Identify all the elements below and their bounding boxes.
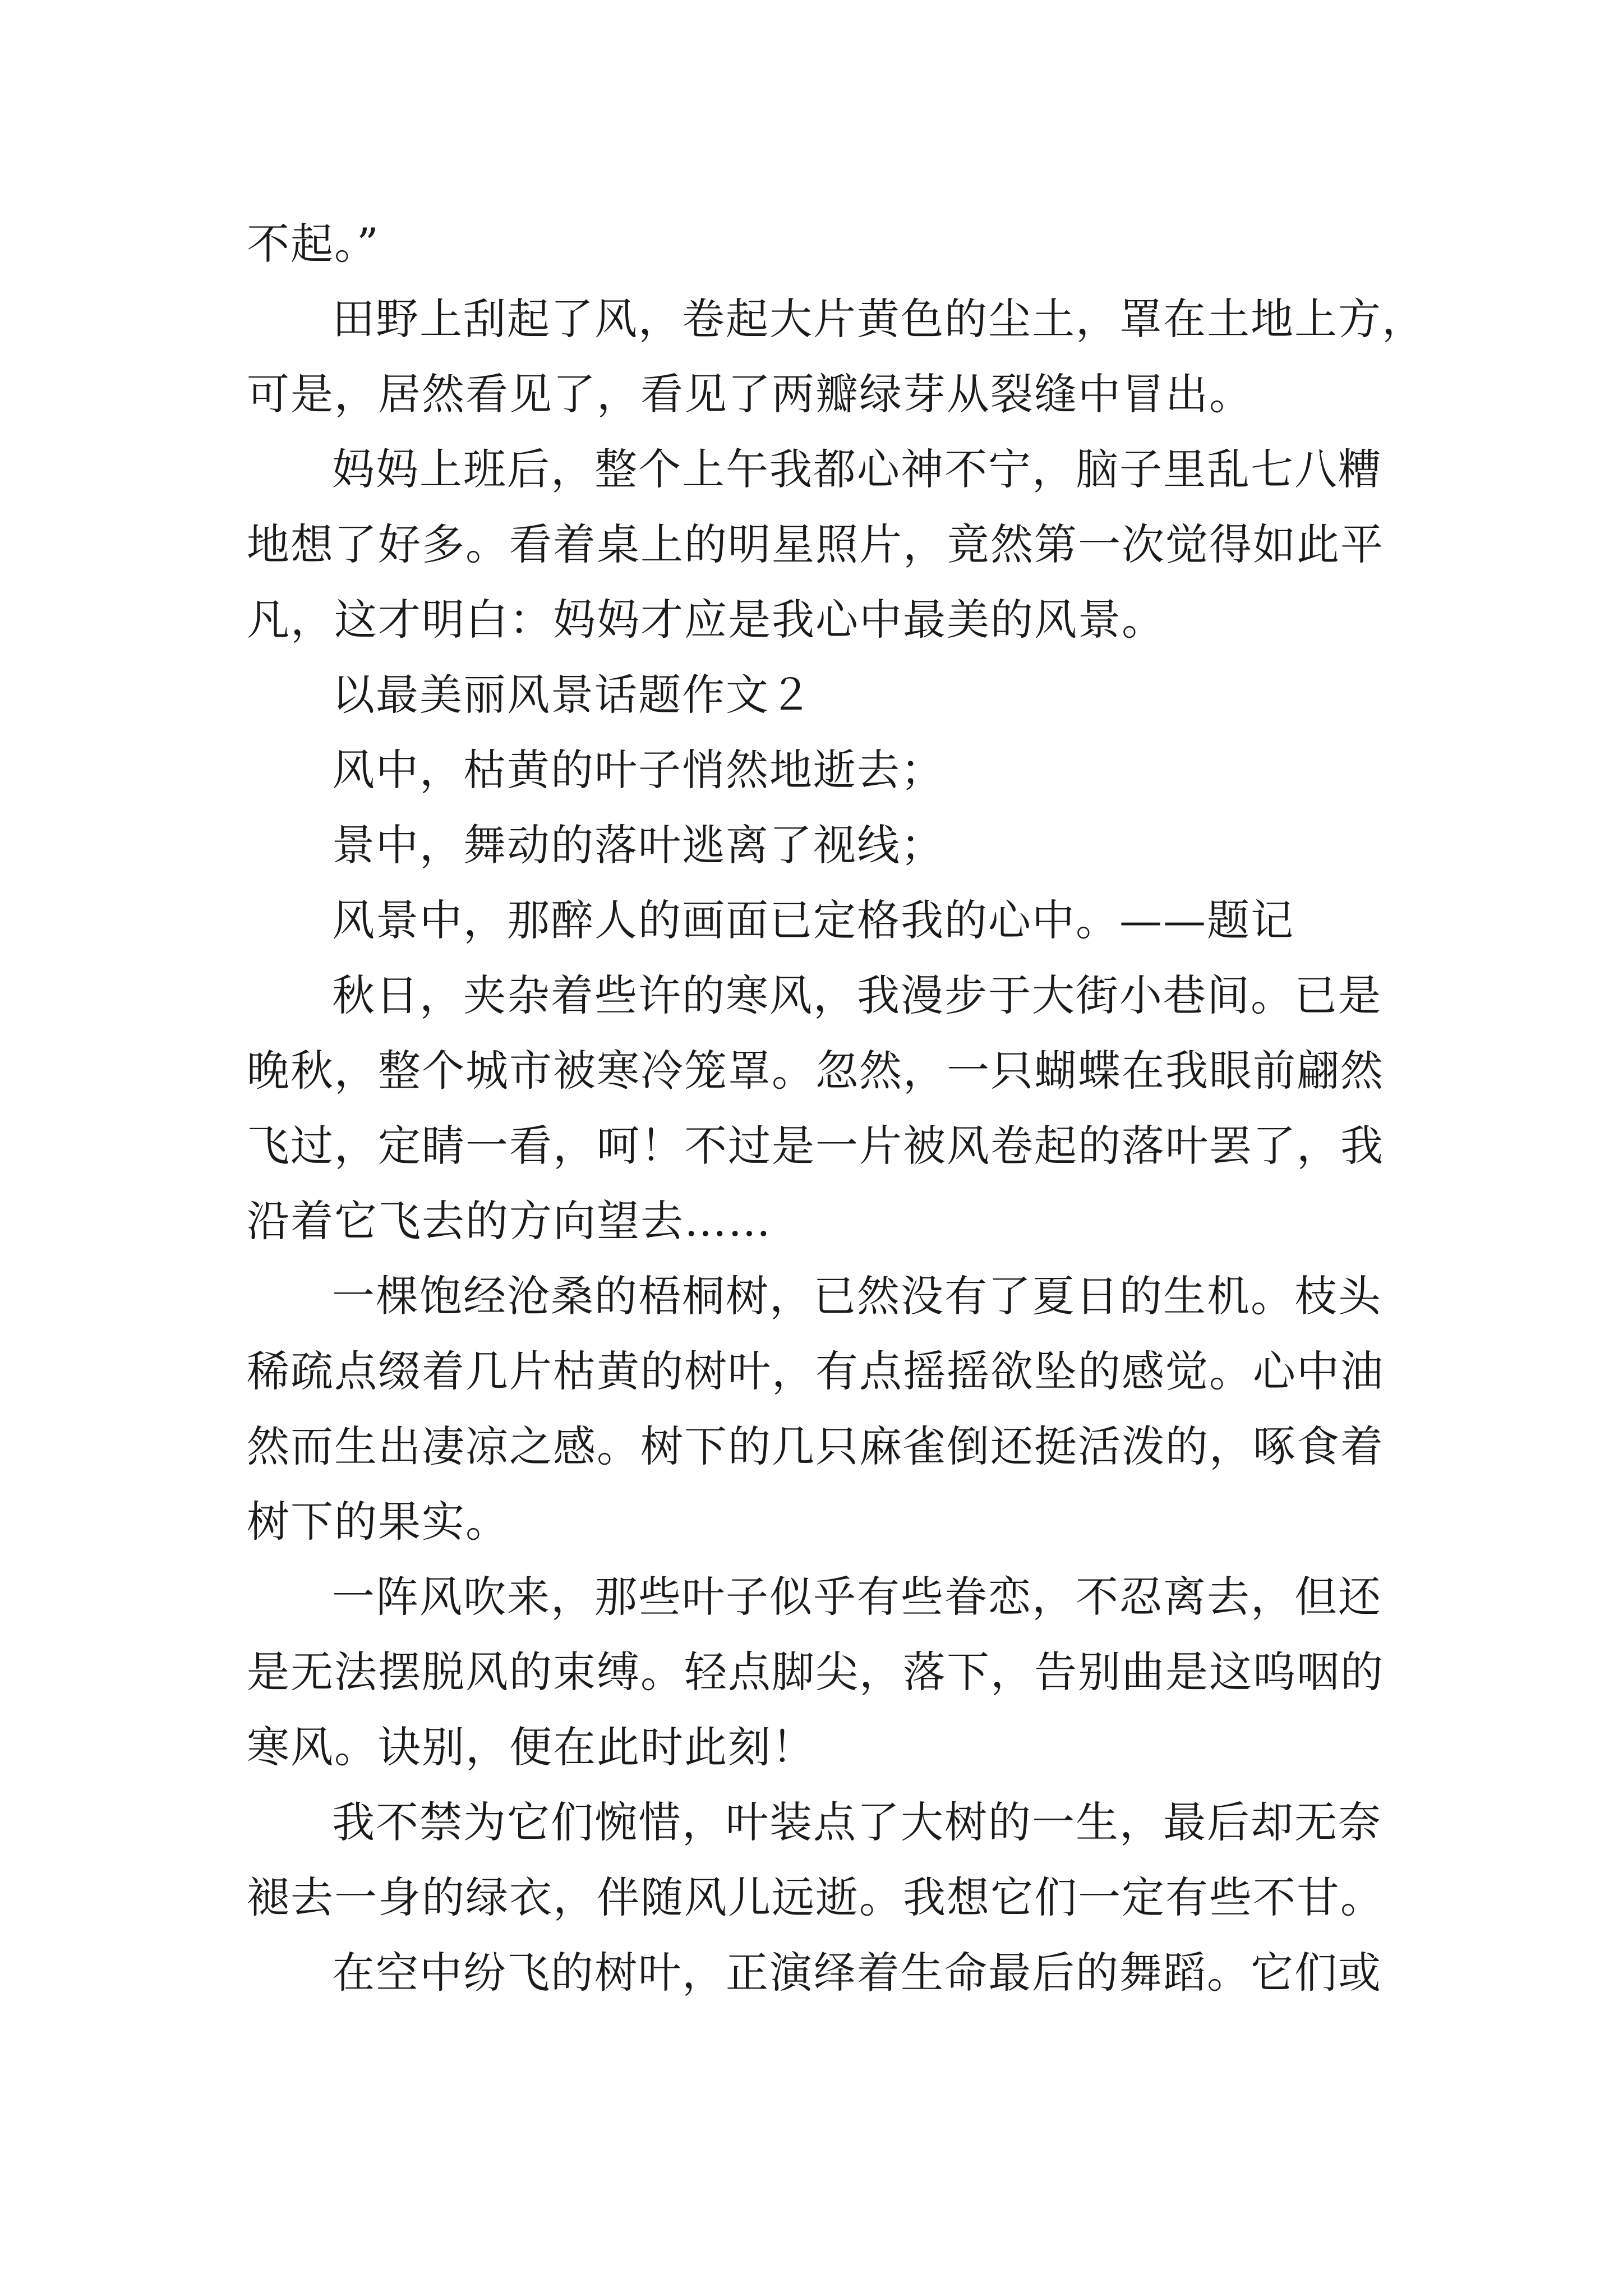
text-line-8: 风中，枯黄的叶子悄然地逝去； [332,745,944,795]
text-line-15: 一棵饱经沧桑的梧桐树，已然没有了夏日的生机。枝头 [332,1271,1382,1321]
text-line-18: 树下的果实。 [247,1497,509,1547]
text-line-3: 可是，居然看见了，看见了两瓣绿芽从裂缝中冒出。 [247,369,1253,419]
text-line-1: 不起。” [247,219,380,269]
text-line-17: 然而生出凄凉之感。树下的几只麻雀倒还挺活泼的，啄食着 [247,1421,1384,1471]
text-line-22: 我不禁为它们惋惜，叶装点了大树的一生，最后却无奈 [332,1797,1382,1847]
text-line-23: 褪去一身的绿衣，伴随风儿远逝。我想它们一定有些不甘。 [247,1872,1384,1922]
text-line-21: 寒风。诀别，便在此时此刻！ [247,1722,815,1772]
text-line-6: 凡，这才明白：妈妈才应是我心中最美的风景。 [247,595,1165,645]
text-line-2: 田野上刮起了风，卷起大片黄色的尘土，罩在土地上方， [332,294,1426,344]
article-body [247,206,1426,2010]
text-line-11: 秋日，夹杂着些许的寒风，我漫步于大街小巷间。已是 [332,970,1382,1020]
text-line-20: 是无法摆脱风的束缚。轻点脚尖，落下，告别曲是这呜咽的 [247,1647,1384,1697]
text-line-16: 稀疏点缀着几片枯黄的树叶，有点摇摇欲坠的感觉。心中油 [247,1346,1384,1396]
text-line-19: 一阵风吹来，那些叶子似乎有些眷恋，不忍离去，但还 [332,1572,1382,1622]
text-line-10: 风景中，那醉人的画面已定格我的心中。——题记 [332,895,1294,945]
text-line-4: 妈妈上班后，整个上午我都心神不宁，脑子里乱七八糟 [332,444,1382,494]
text-line-24: 在空中纷飞的树叶，正演绎着生命最后的舞蹈。它们或 [332,1948,1382,1998]
text-line-9: 景中，舞动的落叶逃离了视线； [332,820,944,870]
text-line-5: 地想了好多。看着桌上的明星照片，竟然第一次觉得如此平 [247,519,1384,569]
essay-heading: 以最美丽风景话题作文２ [332,670,813,720]
text-line-12: 晚秋，整个城市被寒冷笼罩。忽然，一只蝴蝶在我眼前翩然 [247,1046,1384,1096]
text-line-13: 飞过，定睛一看，呵！不过是一片被风卷起的落叶罢了，我 [247,1121,1384,1171]
text-line-14: 沿着它飞去的方向望去…… [247,1196,772,1246]
